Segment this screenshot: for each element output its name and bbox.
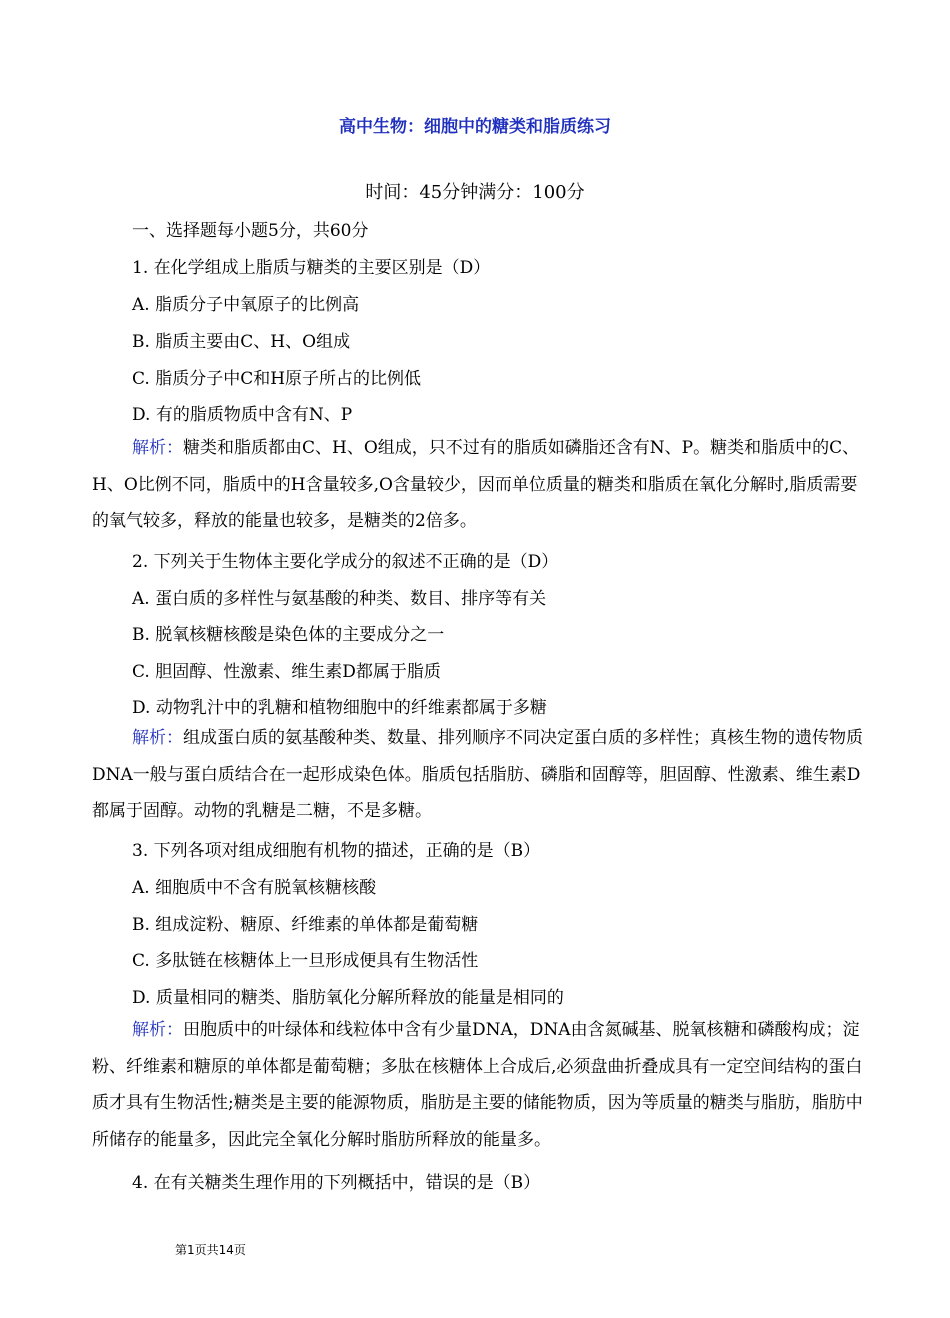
question-2-option-c: C. 胆固醇、性激素、维生素D都属于脂质	[132, 662, 441, 682]
section-heading: 一、选择题每小题5分，共60分	[132, 221, 369, 241]
question-3-stem: 3. 下列各项对组成细胞有机物的描述，正确的是（B）	[132, 841, 541, 861]
question-1-stem: 1. 在化学组成上脂质与糖类的主要区别是（D）	[132, 258, 491, 278]
question-3-option-a: A. 细胞质中不含有脱氧核糖核酸	[132, 878, 377, 898]
question-2-stem: 2. 下列关于生物体主要化学成分的叙述不正确的是（D）	[132, 552, 559, 572]
question-1-option-b: B. 脂质主要由C、H、O组成	[132, 332, 351, 352]
question-3-analysis	[92, 1012, 870, 1158]
exam-info: 时间：45分钟满分：100分	[365, 182, 585, 203]
analysis-text: 田胞质中的叶绿体和线粒体中含有少量DNA，DNA由含氮碱基、脱氧核糖和磷酸构成；淀粉、纤维素和糖原的单体都是葡萄糖；多肽在核糖体上合成后,必须盘曲折叠成具有一定空间结构的蛋白质才具有生物活性;糖类是主要的能源物质，脂肪是主要的储能物质，因为等质量的糖类与脂肪，脂肪中所储存的能量多，因此完全氧化分解时脂肪所释放的能量多。	[92, 1020, 863, 1150]
question-1-analysis	[92, 430, 870, 540]
question-1-option-d: D. 有的脂质物质中含有N、P	[132, 405, 353, 425]
question-1-option-a: A. 脂质分子中氧原子的比例高	[132, 295, 360, 315]
page-footer: 第1页共14页	[175, 1243, 246, 1257]
analysis-label: 解析：	[132, 728, 183, 748]
question-2-option-a: A. 蛋白质的多样性与氨基酸的种类、数目、排序等有关	[132, 589, 547, 609]
analysis-label: 解析：	[132, 438, 183, 458]
question-3-option-b: B. 组成淀粉、糖原、纤维素的单体都是葡萄糖	[132, 915, 479, 935]
question-3-option-c: C. 多肽链在核糖体上一旦形成便具有生物活性	[132, 951, 479, 971]
question-4-stem: 4. 在有关糖类生理作用的下列概括中，错误的是（B）	[132, 1173, 541, 1193]
analysis-text: 糖类和脂质都由C、H、O组成，只不过有的脂质如磷脂还含有N、P。糖类和脂质中的C、H、O比例不同，脂质中的H含量较多,O含量较少，因而单位质量的糖类和脂质在氧化分解时,脂质需要的氧气较多，释放的能量也较多，是糖类的2倍多。	[92, 438, 860, 531]
page-title: 高中生物：细胞中的糖类和脂质练习	[339, 117, 611, 137]
question-2-analysis	[92, 720, 870, 830]
question-1-option-c: C. 脂质分子中C和H原子所占的比例低	[132, 369, 422, 389]
analysis-label: 解析：	[132, 1020, 183, 1040]
question-2-option-b: B. 脱氧核糖核酸是染色体的主要成分之一	[132, 625, 445, 645]
question-3-option-d: D. 质量相同的糖类、脂肪氧化分解所释放的能量是相同的	[132, 988, 564, 1008]
question-2-option-d: D. 动物乳汁中的乳糖和植物细胞中的纤维素都属于多糖	[132, 698, 547, 718]
analysis-text: 组成蛋白质的氨基酸种类、数量、排列顺序不同决定蛋白质的多样性；真核生物的遗传物质DNA一般与蛋白质结合在一起形成染色体。脂质包括脂肪、磷脂和固醇等，胆固醇、性激素、维生素D都属于固醇。动物的乳糖是二糖，不是多糖。	[92, 728, 863, 821]
